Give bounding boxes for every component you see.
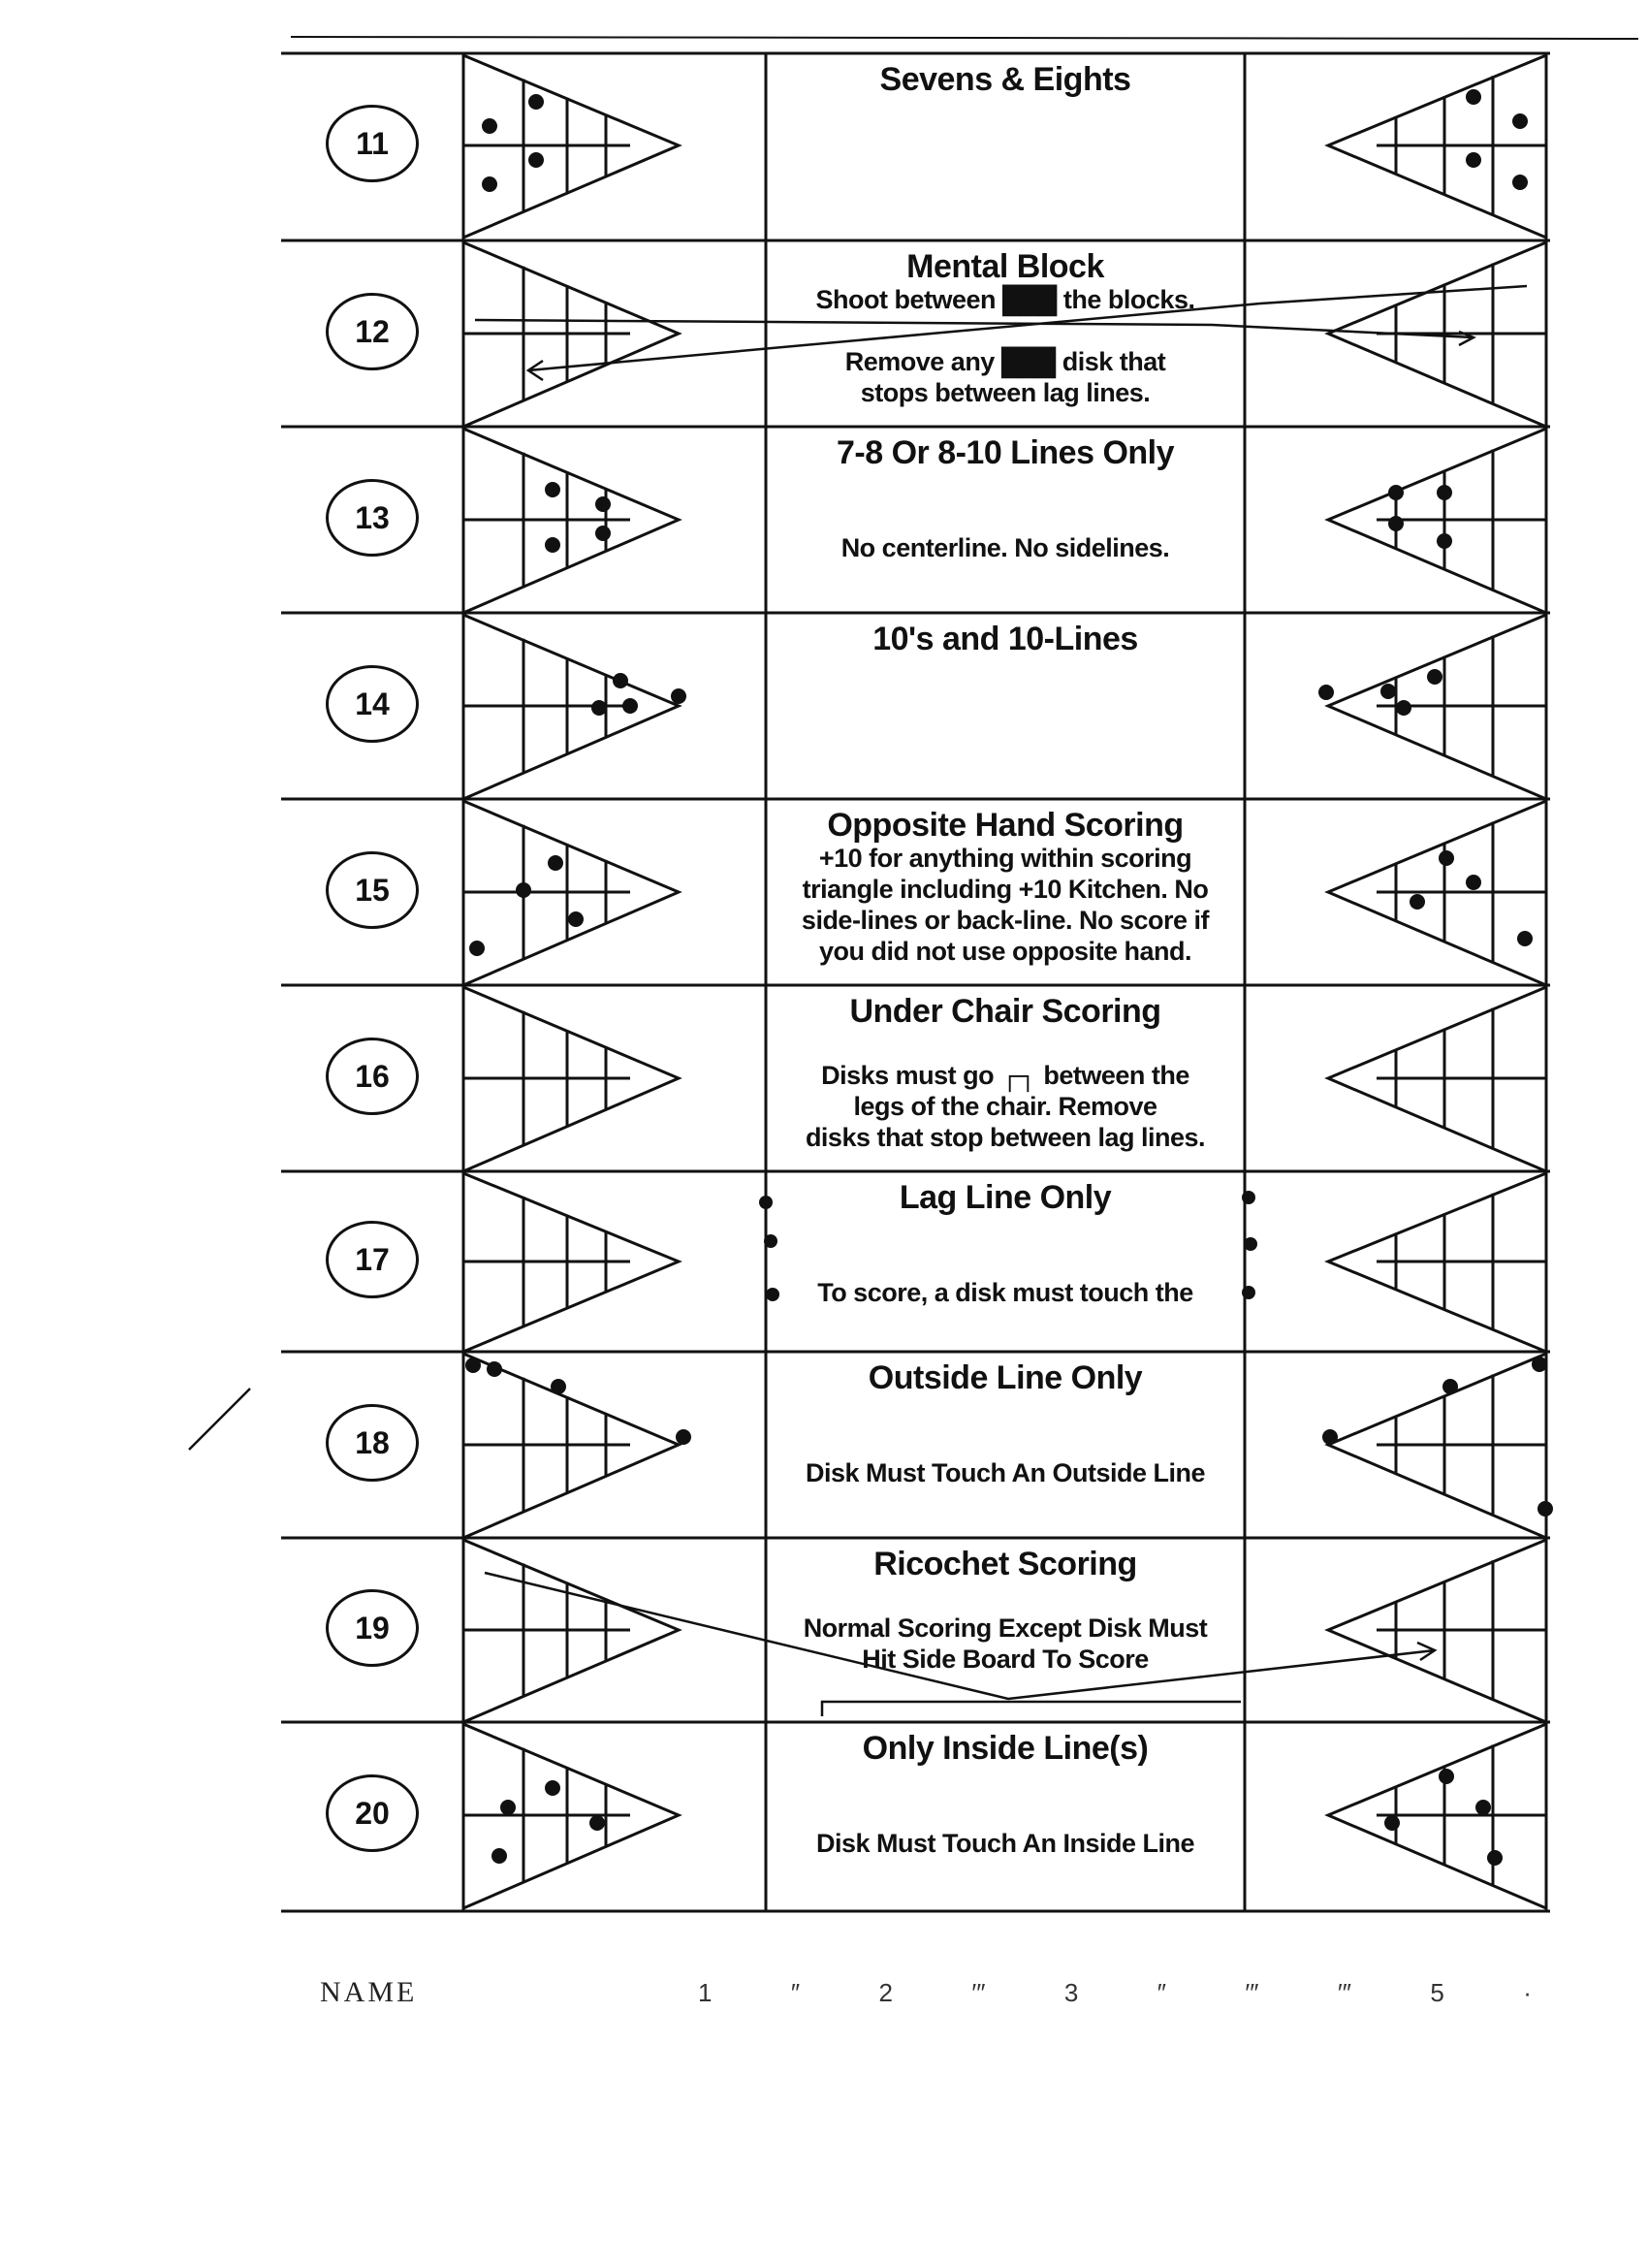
game-number: 13 xyxy=(326,479,419,557)
game-description-line: you did not use opposite hand. xyxy=(819,937,1191,967)
game-number: 17 xyxy=(326,1221,419,1298)
footer-mark: 3 xyxy=(1063,1978,1079,2007)
game-description-line: side-lines or back-line. No score if xyxy=(801,906,1210,936)
footer-mark: 5 xyxy=(1430,1978,1444,2007)
game-description-line: No centerline. No sidelines. xyxy=(840,533,1170,563)
game-description-line xyxy=(770,1798,1241,1829)
game-description-line xyxy=(770,1030,1241,1061)
game-description-line xyxy=(770,1396,1241,1427)
footer-mark: ′″ xyxy=(971,1978,986,2007)
game-title: Opposite Hand Scoring xyxy=(827,807,1184,844)
game-rules xyxy=(770,1546,1241,1676)
game-rules xyxy=(770,61,1241,98)
game-title: Under Chair Scoring xyxy=(849,993,1161,1030)
footer-mark: ′″ xyxy=(1337,1978,1351,2007)
game-row xyxy=(0,427,1648,613)
game-description-line: legs of the chair. Remove xyxy=(853,1092,1157,1122)
game-rules xyxy=(770,434,1241,564)
game-number: 15 xyxy=(326,851,419,929)
game-description-line: Disks must go ┌┐ between the xyxy=(821,1061,1189,1091)
footer-mark: ′″ xyxy=(1245,1978,1259,2007)
game-description-line xyxy=(770,471,1241,502)
game-description-line xyxy=(770,1582,1241,1613)
game-description-line: stops between lag lines. xyxy=(860,378,1151,408)
game-rules xyxy=(770,621,1241,657)
game-number: 12 xyxy=(326,293,419,370)
game-description-line xyxy=(770,502,1241,533)
game-description-line: Disk Must Touch An Inside Line xyxy=(815,1829,1195,1859)
game-row xyxy=(0,1171,1648,1352)
game-rules xyxy=(770,1179,1241,1309)
game-description-line: Hit Side Board To Score xyxy=(862,1645,1149,1675)
game-title: 7-8 Or 8-10 Lines Only xyxy=(836,434,1175,471)
game-description-line: To score, a disk must touch the xyxy=(817,1278,1193,1308)
game-title: Outside Line Only xyxy=(868,1359,1143,1396)
game-number: 18 xyxy=(326,1404,419,1482)
game-number: 14 xyxy=(326,665,419,743)
top-rule xyxy=(291,37,1638,39)
game-row xyxy=(0,1352,1648,1538)
game-title: Sevens & Eights xyxy=(879,61,1131,98)
game-title: 10's and 10-Lines xyxy=(872,621,1138,657)
game-rules xyxy=(770,993,1241,1154)
name-label: NAME xyxy=(320,1976,418,2008)
game-description-line: Normal Scoring Except Disk Must xyxy=(803,1613,1208,1644)
footer-mark: ″ xyxy=(790,1978,801,2007)
game-title: Only Inside Line(s) xyxy=(862,1730,1149,1767)
game-row xyxy=(0,240,1648,427)
footer-mark: ″ xyxy=(1157,1978,1166,2007)
game-number: 11 xyxy=(326,105,419,182)
footer-mark: 2 xyxy=(878,1978,893,2007)
game-description-line xyxy=(770,1767,1241,1798)
game-description-line: +10 for anything within scoring xyxy=(818,844,1192,874)
game-number: 20 xyxy=(326,1774,419,1852)
game-row xyxy=(0,1722,1648,1908)
game-description-line xyxy=(770,1427,1241,1458)
game-title: Mental Block xyxy=(906,248,1104,285)
game-title: Lag Line Only xyxy=(899,1179,1112,1216)
game-row xyxy=(0,799,1648,985)
game-row xyxy=(0,1538,1648,1722)
game-description-line: Disk Must Touch An Outside Line xyxy=(805,1458,1206,1488)
game-rules xyxy=(770,1730,1241,1860)
game-row xyxy=(0,985,1648,1171)
game-description-line: Shoot between ███ the blocks. xyxy=(815,285,1195,315)
game-title: Ricochet Scoring xyxy=(873,1546,1137,1582)
game-rules xyxy=(770,1359,1241,1489)
game-description-line xyxy=(770,316,1241,347)
game-rules xyxy=(770,807,1241,968)
game-row xyxy=(0,53,1648,238)
game-description-line: Remove any ███ disk that xyxy=(844,347,1166,377)
footer-marks xyxy=(698,1978,1532,2008)
game-description-line xyxy=(770,1247,1241,1278)
game-number: 19 xyxy=(326,1589,419,1667)
game-description-line: disks that stop between lag lines. xyxy=(805,1123,1206,1153)
game-rules xyxy=(770,248,1241,409)
footer-mark: · xyxy=(1523,1978,1532,2007)
game-description-line xyxy=(770,1216,1241,1247)
footer-mark: 1 xyxy=(698,1978,713,2007)
game-number: 16 xyxy=(326,1038,419,1115)
game-row xyxy=(0,613,1648,799)
game-description-line: triangle including +10 Kitchen. No xyxy=(802,875,1209,905)
